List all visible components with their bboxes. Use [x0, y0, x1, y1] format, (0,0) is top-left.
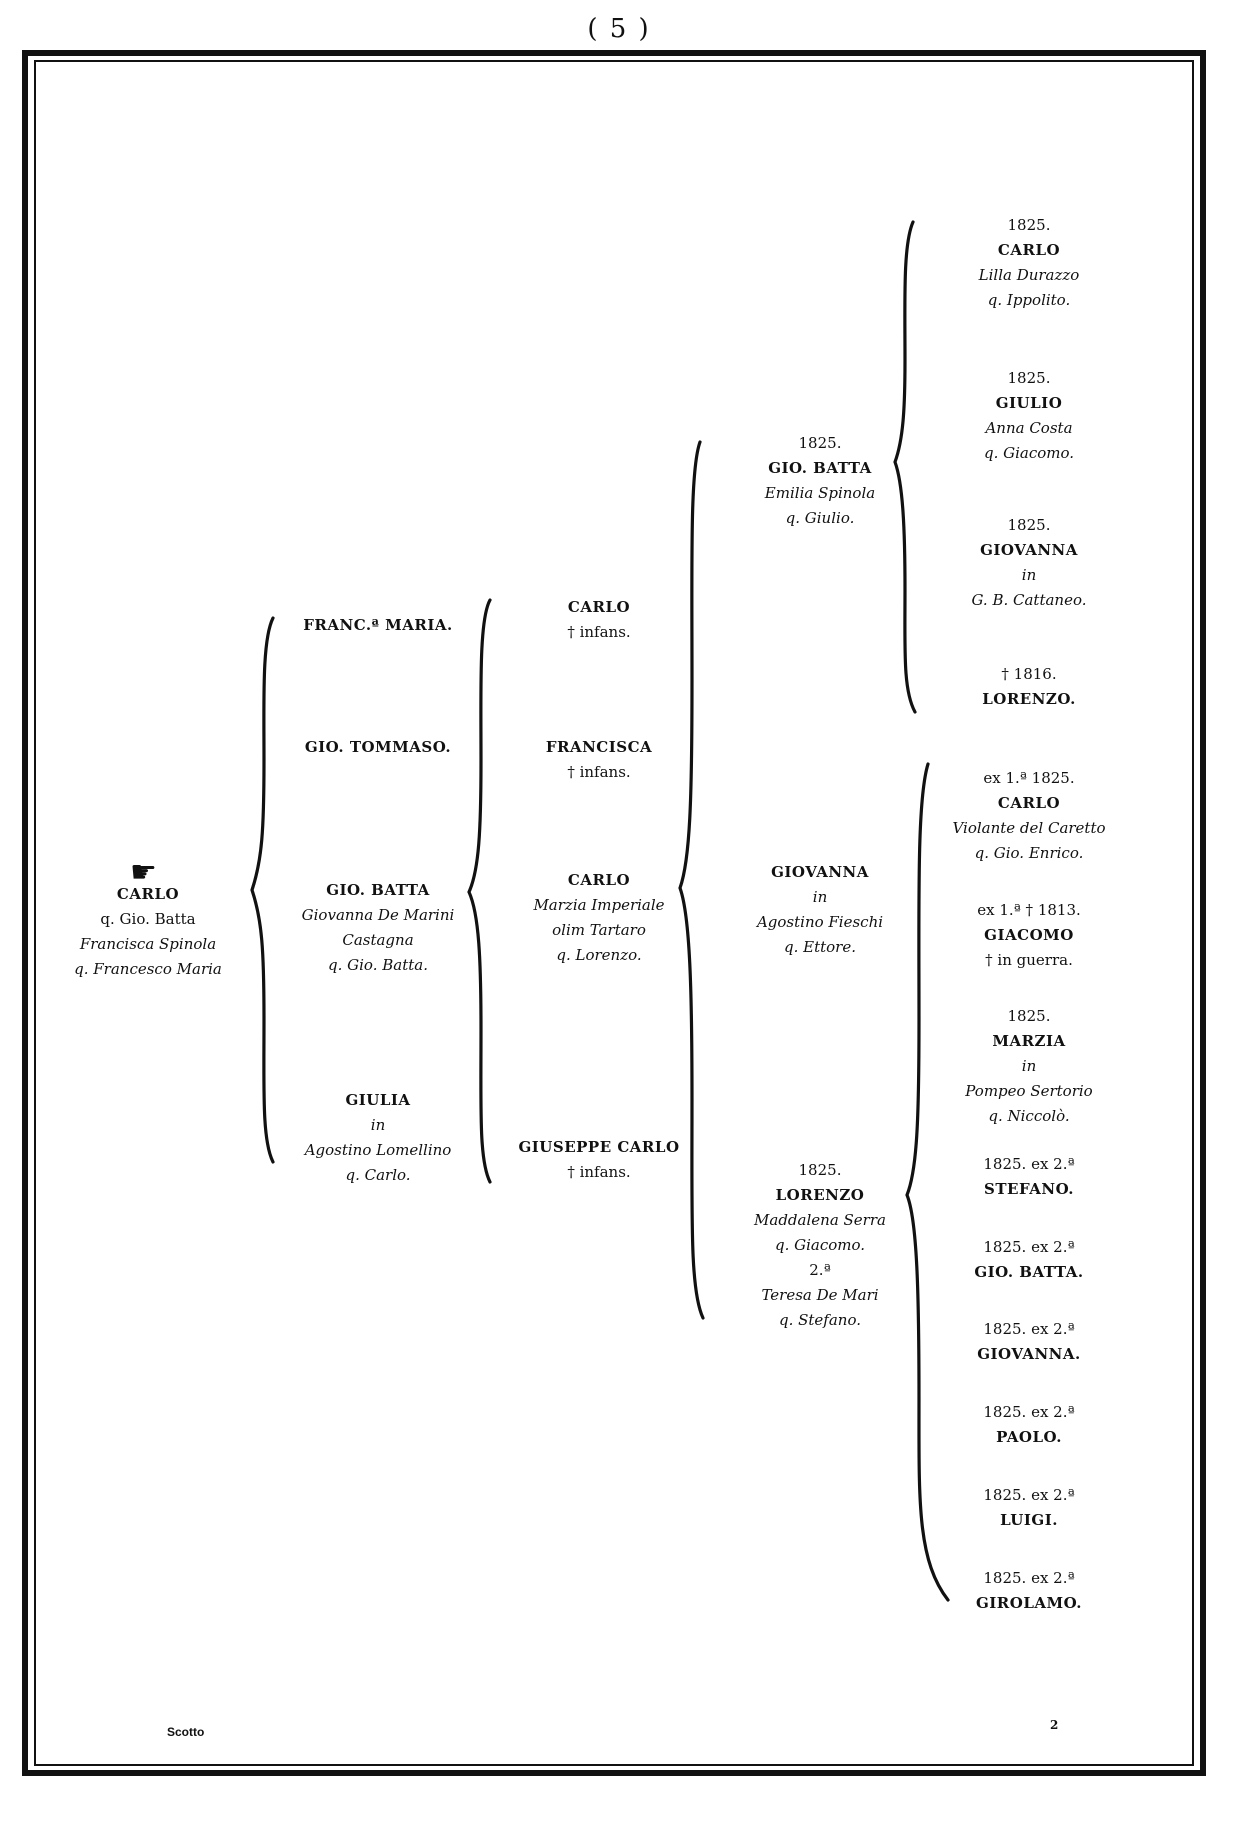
- year: 1825. ex 2.ª: [983, 1238, 1075, 1256]
- gen3-entry-2: [484, 735, 714, 785]
- gen5-lower-entry-2: [914, 898, 1144, 973]
- person-name: GIOVANNA: [980, 541, 1078, 559]
- gen5-lower-entry-4: [914, 1152, 1144, 1202]
- gen2-entry-4: [263, 1088, 493, 1188]
- marriage-in: in: [370, 1116, 386, 1134]
- marriage-in: in: [1021, 1057, 1037, 1075]
- spouse-father: q. Gio. Batta.: [328, 956, 428, 974]
- person-name: GIO. BATTA: [326, 881, 430, 899]
- spouse-name: Agostino Fieschi: [756, 913, 884, 931]
- spouse-name: Agostino Lomellino: [304, 1141, 452, 1159]
- person-name: CARLO: [567, 598, 631, 616]
- person-name: CARLO: [997, 794, 1061, 812]
- spouse-father: q. Giacomo.: [774, 1236, 866, 1254]
- year: 1825.: [798, 1161, 842, 1179]
- gen3-entry-4: [484, 1135, 714, 1185]
- person-name: CARLO: [567, 871, 631, 889]
- spouse-name: Anna Costa: [985, 419, 1073, 437]
- person-name: GIOVANNA.: [977, 1345, 1081, 1363]
- person-name: GIOVANNA: [771, 863, 869, 881]
- gen4-entry-1: [705, 431, 935, 531]
- spouse-name: Lilla Durazzo: [978, 266, 1080, 284]
- pointing-hand-icon: ☛: [130, 855, 157, 890]
- spouse-name: G. B. Cattaneo.: [971, 591, 1087, 609]
- year: 1825. ex 2.ª: [983, 1320, 1075, 1338]
- person-name: GIUSEPPE CARLO: [518, 1138, 680, 1156]
- person-name: CARLO: [997, 241, 1061, 259]
- gen3-entry-1: [484, 595, 714, 645]
- spouse-name: Emilia Spinola: [764, 484, 876, 502]
- person-name: GIO. BATTA: [768, 459, 872, 477]
- spouse-father: q. Giulio.: [785, 509, 855, 527]
- gen5-upper-entry-1: [914, 213, 1144, 313]
- year: ex 1.ª 1825.: [983, 769, 1075, 787]
- root-spouse-father: q. Francesco Maria: [74, 960, 222, 978]
- spouse-father: q. Lorenzo.: [556, 946, 642, 964]
- gen5-lower-entry-8: [914, 1483, 1144, 1533]
- gen2-entry-3: [263, 878, 493, 978]
- year: 1825. ex 2.ª: [983, 1403, 1075, 1421]
- spouse-father: q. Gio. Enrico.: [974, 844, 1084, 862]
- person-name: LORENZO.: [982, 690, 1076, 708]
- gen3-entry-3: [484, 868, 714, 968]
- spouse-name: Giovanna De Marini: [301, 906, 455, 924]
- year: 1825.: [1007, 516, 1051, 534]
- person-name: LORENZO: [775, 1186, 865, 1204]
- gen2-entry-1: [263, 613, 493, 638]
- year: 1825.: [1007, 369, 1051, 387]
- spouse-name: Pompeo Sertorio: [965, 1082, 1093, 1100]
- death-year: † 1816.: [1001, 665, 1057, 683]
- spouse-father: q. Niccolò.: [988, 1107, 1070, 1125]
- gen5-upper-entry-3: [914, 513, 1144, 613]
- spouse-name: Violante del Caretto: [952, 819, 1106, 837]
- gen5-lower-entry-7: [914, 1400, 1144, 1450]
- person-name: GIO. TOMMASO.: [304, 738, 452, 756]
- root-spouse: Francisca Spinola: [79, 935, 217, 953]
- year: 1825.: [1007, 1007, 1051, 1025]
- gen5-upper-entry-2: [914, 366, 1144, 466]
- spouse-father: q. Carlo.: [345, 1166, 411, 1184]
- spouse-father: q. Ippolito.: [987, 291, 1071, 309]
- death-note: † infans.: [567, 763, 631, 781]
- person-name: GIULIO: [995, 394, 1063, 412]
- person-name: FRANCISCA: [545, 738, 653, 756]
- person-name: MARZIA: [992, 1032, 1066, 1050]
- death-note: † in guerra.: [985, 951, 1073, 969]
- gen4-entry-2: [705, 860, 935, 960]
- spouse-surname: Castagna: [342, 931, 414, 949]
- person-name: GIROLAMO.: [975, 1594, 1083, 1612]
- year: 1825.: [798, 434, 842, 452]
- death-note: † infans.: [567, 623, 631, 641]
- year: 1825. ex 2.ª: [983, 1486, 1075, 1504]
- spouse-father: q. Ettore.: [784, 938, 856, 956]
- second-marriage: 2.ª: [809, 1261, 831, 1279]
- gen5-upper-entry-4: [914, 662, 1144, 712]
- person-name: LUIGI.: [1000, 1511, 1058, 1529]
- page-number: ( 5 ): [587, 14, 651, 44]
- spouse-name: Marzia Imperiale: [533, 896, 665, 914]
- gen5-lower-entry-9: [914, 1566, 1144, 1616]
- printer-imprint: Scotto: [167, 1725, 205, 1739]
- gen5-lower-entry-1: [914, 766, 1144, 866]
- year: 1825. ex 2.ª: [983, 1155, 1075, 1173]
- person-name: GIO. BATTA.: [974, 1263, 1084, 1281]
- signature-mark: 2: [1050, 1718, 1059, 1732]
- year: 1825.: [1007, 216, 1051, 234]
- person-name: PAOLO.: [996, 1428, 1062, 1446]
- gen4-entry-3: [705, 1158, 935, 1333]
- root-name: CARLO: [116, 885, 180, 903]
- spouse-father: q. Giacomo.: [983, 444, 1075, 462]
- gen5-lower-entry-5: [914, 1235, 1144, 1285]
- year: ex 1.ª † 1813.: [977, 901, 1081, 919]
- gen2-entry-2: [263, 735, 493, 760]
- gen5-lower-entry-6: [914, 1317, 1144, 1367]
- spouse-father-2: q. Stefano.: [778, 1311, 861, 1329]
- death-note: † infans.: [567, 1163, 631, 1181]
- year: 1825. ex 2.ª: [983, 1569, 1075, 1587]
- person-name: GIACOMO: [984, 926, 1074, 944]
- marriage-in: in: [812, 888, 828, 906]
- marriage-in: in: [1021, 566, 1037, 584]
- gen5-lower-entry-3: [914, 1004, 1144, 1129]
- spouse-alias: olim Tartaro: [552, 921, 646, 939]
- person-name: FRANC.ª MARIA.: [303, 616, 453, 634]
- root-entry: [33, 882, 263, 982]
- person-name: GIULIA: [345, 1091, 411, 1109]
- person-name: STEFANO.: [984, 1180, 1074, 1198]
- spouse-name-2: Teresa De Mari: [761, 1286, 879, 1304]
- root-father: q. Gio. Batta: [100, 910, 196, 928]
- spouse-name: Maddalena Serra: [754, 1211, 886, 1229]
